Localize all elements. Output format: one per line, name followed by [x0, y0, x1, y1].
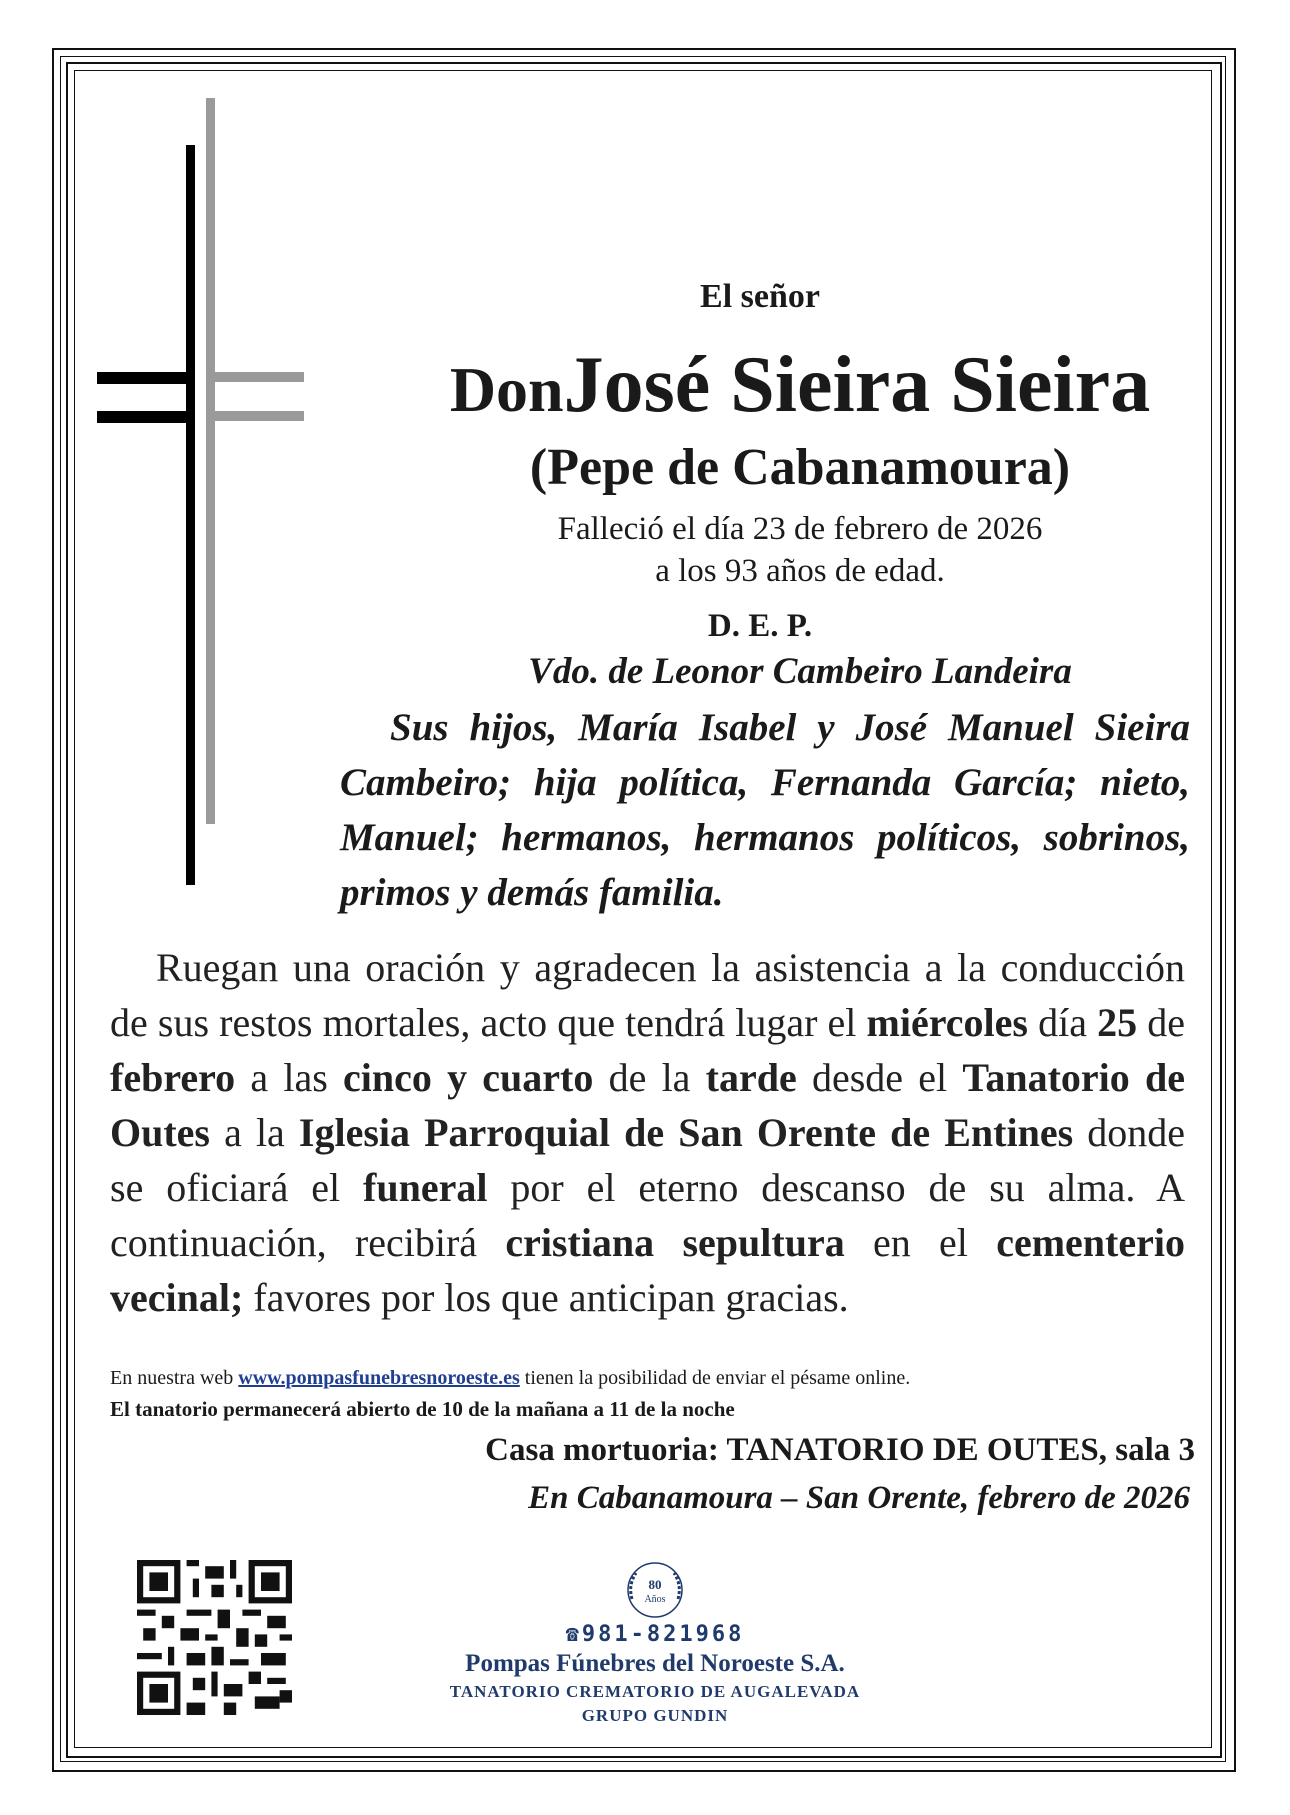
widow-line: Vdo. de Leonor Cambeiro Landeira	[528, 651, 1072, 692]
web-notice: En nuestra web www.pompasfunebresnoroeste.es tienen la posibilidad de enviar el pésame online.	[110, 1367, 911, 1389]
prefix: El señor	[700, 278, 820, 315]
death-date: Falleció el día 23 de febrero de 2026	[557, 511, 1043, 547]
family-text: Sus hijos, María Isabel y José Manuel Sieira Cambeiro; hija política, Fernanda García; nieto, Manuel; hermanos, hermanos políticos, sobrinos, primos y demás familia.	[340, 706, 1190, 914]
company-name: Pompas Fúnebres del Noroeste S.A.	[465, 1650, 845, 1677]
death-info	[400, 508, 1200, 592]
anniversary-badge-icon	[620, 1555, 690, 1625]
company-subtitle: TANATORIO CREMATORIO DE AUGALEVADA	[449, 1682, 861, 1701]
family-list	[340, 700, 1190, 920]
rip: D. E. P.	[707, 608, 813, 644]
funeral-home: Casa mortuoria: TANATORIO DE OUTES, sala 3	[485, 1432, 1195, 1468]
phone-number[interactable]: ☎981-821968	[565, 1622, 745, 1647]
death-age: a los 93 años de edad.	[655, 553, 945, 589]
qr-code-icon[interactable]	[137, 1560, 292, 1715]
announcement	[110, 940, 1185, 1325]
honorific: Don	[449, 354, 564, 425]
opening-hours: El tanatorio permanecerá abierto de 10 de la mañana a 11 de la noche	[110, 1397, 735, 1421]
full-name: José Sieira Sieira	[563, 341, 1151, 429]
announcement-text: Ruegan una oración y agradecen la asistencia a la conducción de sus restos mortales, acto que tendrá lugar el miércoles día 25 de febrero a las cinco y cuarto de la tarde desde el Tanatorio de Outes a la Iglesia Parroquial de San Orente de Entines donde se oficiará el funeral por el eterno descanso de su alma. A continuación, recibirá cristiana sepultura en el cementerio vecinal; favores por los que anticipan gracias.	[110, 945, 1186, 1320]
badge-number: 80	[648, 1577, 662, 1592]
deceased-name	[350, 340, 1250, 431]
nickname: (Pepe de Cabanamoura)	[529, 439, 1071, 496]
badge-label: Años	[644, 1594, 666, 1605]
company-group: GRUPO GUNDIN	[581, 1706, 729, 1725]
website-link[interactable]: www.pompasfunebresnoroeste.es	[238, 1367, 520, 1389]
phone-icon: ☎	[565, 1622, 582, 1647]
place-date: En Cabanamoura – San Orente, febrero de 2026	[528, 1480, 1190, 1516]
